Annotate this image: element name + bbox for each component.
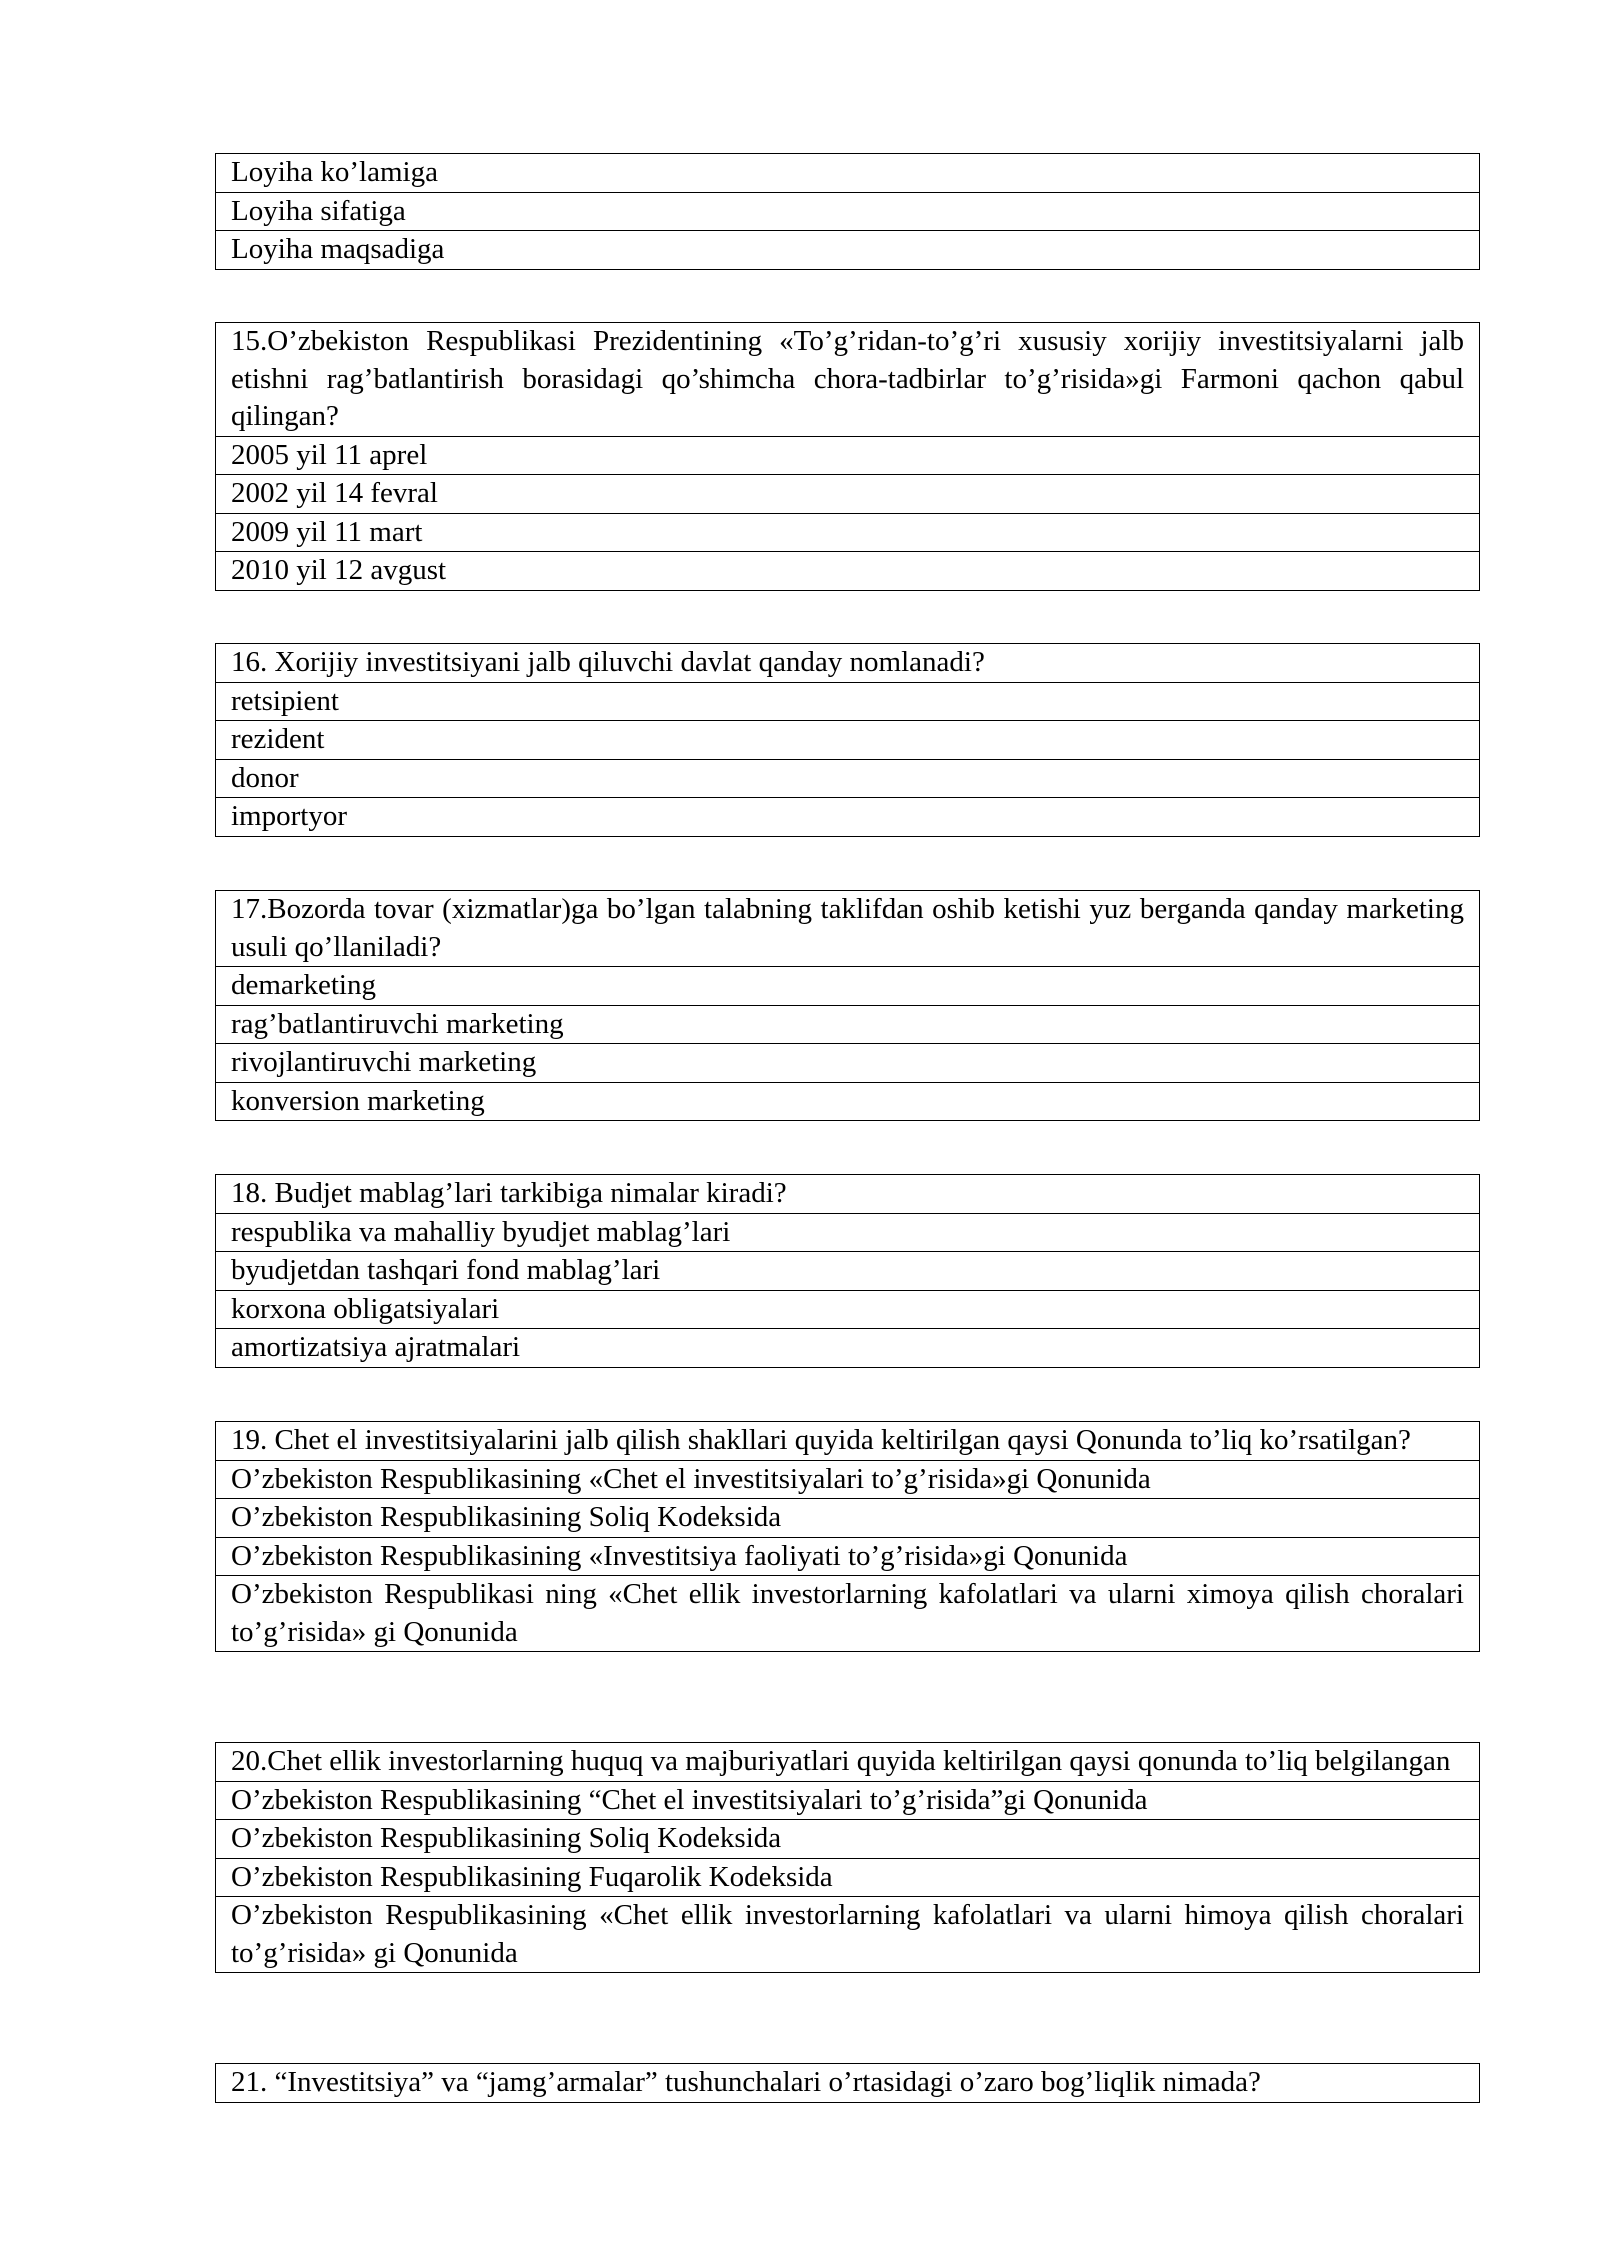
- question-block-19: [215, 1421, 1480, 1652]
- answer-option: amortizatsiya ajratmalari: [216, 1329, 1480, 1368]
- question-text: 18. Budjet mablag’lari tarkibiga nimalar kiradi?: [216, 1175, 1480, 1214]
- answer-option: importyor: [216, 798, 1480, 837]
- question-block-18: [215, 1174, 1480, 1368]
- answer-option: korxona obligatsiyalari: [216, 1290, 1480, 1329]
- answer-option: byudjetdan tashqari fond mablag’lari: [216, 1252, 1480, 1291]
- question-text: 19. Chet el investitsiyalarini jalb qilish shakllari quyida keltirilgan qaysi Qonunda to’liq ko’rsatilgan?: [216, 1422, 1480, 1461]
- answer-option: O’zbekiston Respublikasining Soliq Kodeksida: [216, 1499, 1480, 1538]
- answer-option: rag’batlantiruvchi marketing: [216, 1005, 1480, 1044]
- question-text: 21. “Investitsiya” va “jamg’armalar” tushunchalari o’rtasidagi o’zaro bog’liqlik nimada?: [216, 2064, 1480, 2103]
- answer-option: O’zbekiston Respublikasining «Investitsiya faoliyati to’g’risida»gi Qonunida: [216, 1537, 1480, 1576]
- question-text: 16. Xorijiy investitsiyani jalb qiluvchi davlat qanday nomlanadi?: [216, 644, 1480, 683]
- question-block-17: [215, 890, 1480, 1121]
- answer-option: Loyiha ko’lamiga: [216, 154, 1480, 193]
- answer-option: O’zbekiston Respublikasi ning «Chet ellik investorlarning kafolatlari va ularni ximoya qilish choralari to’g’risida» gi Qonunida: [216, 1576, 1480, 1652]
- answer-option: Loyiha maqsadiga: [216, 231, 1480, 270]
- answer-option: 2009 yil 11 mart: [216, 513, 1480, 552]
- question-block-21: [215, 2063, 1480, 2103]
- question-block-16: [215, 643, 1480, 837]
- answer-option: O’zbekiston Respublikasining “Chet el investitsiyalari to’g’risida”gi Qonunida: [216, 1781, 1480, 1820]
- answer-option: O’zbekiston Respublikasining «Chet ellik investorlarning kafolatlari va ularni himoya qilish choralari to’g’risida» gi Qonunida: [216, 1897, 1480, 1973]
- question-block-15: [215, 322, 1480, 591]
- question-block-20: [215, 1742, 1480, 1973]
- answer-option: konversion marketing: [216, 1082, 1480, 1121]
- question-text: 15.O’zbekiston Respublikasi Prezidentining «To’g’ridan-to’g’ri xususiy xorijiy investitsiyalarni jalb etishni rag’batlantirish borasidagi qo’shimcha chora-tadbirlar to’g’risida»gi Farmoni qachon qabul qilingan?: [216, 323, 1480, 437]
- answer-option: O’zbekiston Respublikasining Soliq Kodeksida: [216, 1820, 1480, 1859]
- answer-option: retsipient: [216, 682, 1480, 721]
- answer-option: respublika va mahalliy byudjet mablag’lari: [216, 1213, 1480, 1252]
- question-text: 17.Bozorda tovar (xizmatlar)ga bo’lgan talabning taklifdan oshib ketishi yuz berganda qanday marketing usuli qo’llaniladi?: [216, 891, 1480, 967]
- question-text: 20.Chet ellik investorlarning huquq va majburiyatlari quyida keltirilgan qaysi qonunda to’liq belgilangan: [216, 1743, 1480, 1782]
- answer-option: 2005 yil 11 aprel: [216, 436, 1480, 475]
- answer-option: 2010 yil 12 avgust: [216, 552, 1480, 591]
- answer-option: Loyiha sifatiga: [216, 192, 1480, 231]
- answer-option: rivojlantiruvchi marketing: [216, 1044, 1480, 1083]
- answer-option: rezident: [216, 721, 1480, 760]
- answer-option: O’zbekiston Respublikasining Fuqarolik Kodeksida: [216, 1858, 1480, 1897]
- answer-option: O’zbekiston Respublikasining «Chet el investitsiyalari to’g’risida»gi Qonunida: [216, 1460, 1480, 1499]
- answer-option: donor: [216, 759, 1480, 798]
- answer-option: demarketing: [216, 967, 1480, 1006]
- answer-option: 2002 yil 14 fevral: [216, 475, 1480, 514]
- question-block-continued: [215, 153, 1480, 270]
